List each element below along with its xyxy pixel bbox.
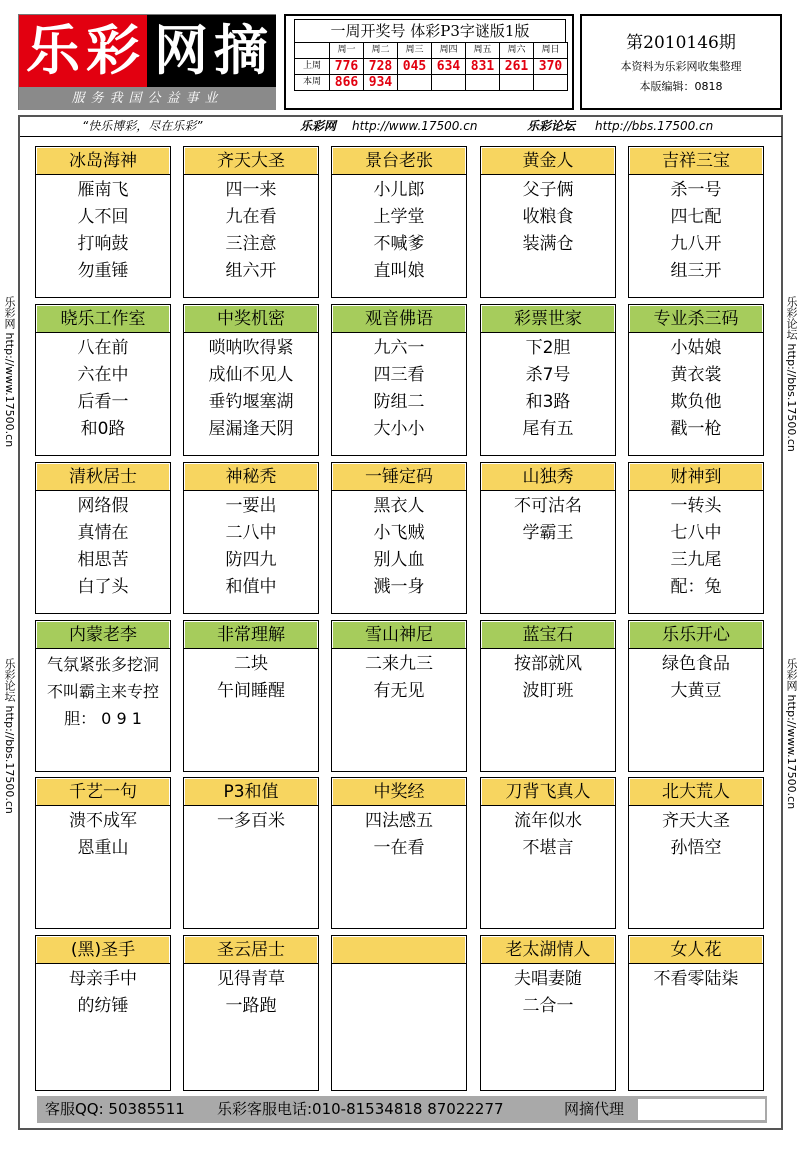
puzzle-card: [480, 304, 616, 456]
card-line: 唢呐吹得紧: [208, 338, 294, 358]
card-line: 波盯班: [522, 681, 574, 701]
card-body: [629, 963, 763, 1091]
agent-label: 网摘代理: [564, 1100, 625, 1118]
card-line: 四三看: [373, 365, 425, 385]
card-line: 组三开: [670, 261, 722, 281]
card-line: 真情在: [77, 523, 129, 543]
card-title: 冰岛海神: [37, 148, 169, 174]
card-title: [333, 937, 465, 963]
card-line: 黄衣裳: [670, 365, 722, 385]
draw-number: [500, 75, 534, 91]
card-line: 一路跑: [225, 996, 277, 1016]
card-body: [36, 963, 170, 1091]
card-body: [36, 805, 170, 929]
card-title: 圣云居士: [185, 937, 317, 963]
card-line: 防组二: [373, 392, 425, 412]
card-line: 二来九三: [365, 654, 433, 674]
service-phone: 乐彩客服电话:010-81534818 87022277: [217, 1100, 504, 1118]
card-title: (黑)圣手: [37, 937, 169, 963]
card-title: 蓝宝石: [482, 622, 614, 648]
card-line: 网络假: [77, 496, 129, 516]
card-line: 的纺锤: [77, 996, 129, 1016]
card-body: [332, 805, 466, 929]
draw-number: 831: [466, 59, 500, 75]
day-header: 周日: [534, 43, 568, 59]
card-body: [184, 963, 318, 1091]
puzzle-card: [183, 777, 319, 929]
card-line: 杀7号: [525, 365, 571, 385]
card-body: [184, 648, 318, 772]
puzzle-card: [35, 146, 171, 298]
logo-red-block: [19, 15, 147, 87]
card-title: 专业杀三码: [630, 306, 762, 332]
card-line: 小儿郎: [373, 180, 425, 200]
draw-number: [534, 75, 568, 91]
puzzle-card: [183, 146, 319, 298]
card-body: [332, 174, 466, 298]
card-line: 雁南飞: [77, 180, 129, 200]
side-text-left-bottom: 乐彩论坛 http://bbs.17500.cn: [3, 658, 16, 814]
card-line: 不可沽名: [514, 496, 582, 516]
card-line: 溅一身: [373, 577, 425, 597]
card-title: 黄金人: [482, 148, 614, 174]
card-body: [184, 805, 318, 929]
card-body: [629, 805, 763, 929]
card-body: [481, 648, 615, 772]
puzzle-card: [331, 146, 467, 298]
card-line: 午间睡醒: [217, 681, 285, 701]
period-title: 第2010146期: [626, 33, 736, 53]
draw-results-table: [294, 42, 568, 91]
card-line: 溃不成军: [69, 811, 137, 831]
logo-black-block: [147, 15, 276, 87]
card-line: 黑衣人: [373, 496, 425, 516]
puzzle-card: [183, 935, 319, 1091]
agent-field: [638, 1099, 765, 1120]
logo: [18, 14, 276, 110]
card-line: 一要出: [225, 496, 277, 516]
puzzle-card: [628, 304, 764, 456]
card-line: 屋漏逢天阴: [208, 419, 294, 439]
card-line: 别人血: [373, 550, 425, 570]
puzzle-card: [35, 935, 171, 1091]
card-title: 中奖经: [333, 779, 465, 805]
puzzle-card: [628, 462, 764, 614]
puzzle-card: [35, 462, 171, 614]
draw-number: 370: [534, 59, 568, 75]
card-body: [481, 174, 615, 298]
draw-row-this-week: [295, 75, 568, 91]
draw-results-panel: [284, 14, 574, 110]
card-title: 刀背飞真人: [482, 779, 614, 805]
day-header: 周二: [364, 43, 398, 59]
card-line: 七八中: [670, 523, 722, 543]
card-line: 一在看: [373, 838, 425, 858]
puzzle-card: [331, 304, 467, 456]
draw-number: [398, 75, 432, 91]
card-line: 流年似水: [514, 811, 582, 831]
logo-char-1: 乐: [26, 19, 80, 82]
card-line: 绿色食品: [662, 654, 730, 674]
card-line: 大黄豆: [670, 681, 722, 701]
card-line: 白了头: [77, 577, 129, 597]
puzzle-card: [480, 146, 616, 298]
card-line: 学霸王: [522, 523, 574, 543]
puzzle-card: [331, 462, 467, 614]
card-title: P3和值: [185, 779, 317, 805]
card-line: 一多百米: [217, 811, 285, 831]
card-body: [629, 332, 763, 456]
side-text-left-top: 乐彩网 http://www.17500.cn: [3, 296, 16, 448]
card-line: 不看零陆柒: [653, 969, 739, 989]
card-title: 女人花: [630, 937, 762, 963]
card-line: 四法感五: [365, 811, 433, 831]
puzzle-card: [183, 304, 319, 456]
card-title: 中奖机密: [185, 306, 317, 332]
card-title: 北大荒人: [630, 779, 762, 805]
row-label: 上周: [295, 59, 330, 75]
card-line: 母亲手中: [69, 969, 137, 989]
card-line: 九在看: [225, 207, 277, 227]
card-body: [184, 490, 318, 614]
card-title: 一锤定码: [333, 464, 465, 490]
puzzle-card: [628, 146, 764, 298]
card-line: 一转头: [670, 496, 722, 516]
card-title: 齐天大圣: [185, 148, 317, 174]
card-line: 齐天大圣: [662, 811, 730, 831]
card-line: 四一来: [225, 180, 277, 200]
draw-results-title: 一周开奖号 体彩P3字谜版1版: [294, 19, 566, 43]
card-body: [36, 490, 170, 614]
card-line: 收粮食: [522, 207, 574, 227]
editor-note: 本版编辑：0818: [639, 80, 723, 93]
card-line: 父子俩: [522, 180, 574, 200]
card-title: 千艺一句: [37, 779, 169, 805]
card-line: 二块: [234, 654, 268, 674]
card-line: 见得青草: [217, 969, 285, 989]
puzzle-card: [480, 777, 616, 929]
draw-number: 776: [330, 59, 364, 75]
card-body: [481, 332, 615, 456]
day-header: 周四: [432, 43, 466, 59]
card-line: 小飞贼: [373, 523, 425, 543]
card-line: 和值中: [225, 577, 277, 597]
card-title: 彩票世家: [482, 306, 614, 332]
puzzle-card: [480, 935, 616, 1091]
puzzle-card: [628, 620, 764, 772]
puzzle-card: [480, 462, 616, 614]
card-line: 垂钓堰塞湖: [208, 392, 294, 412]
card-line: 下2胆: [525, 338, 571, 358]
site-name: 乐彩网: [300, 119, 337, 133]
card-line: 九八开: [670, 234, 722, 254]
period-panel: [580, 14, 782, 110]
card-title: 观音佛语: [333, 306, 465, 332]
side-text-right-bottom: 乐彩网 http://www.17500.cn: [785, 658, 798, 810]
period-note: 本资料为乐彩网收集整理: [620, 60, 742, 73]
puzzle-card: [331, 620, 467, 772]
draw-number: [466, 75, 500, 91]
card-title: 清秋居士: [37, 464, 169, 490]
card-title: 老太湖情人: [482, 937, 614, 963]
card-line: 夫唱妻随: [514, 969, 582, 989]
card-line: 二合一: [522, 996, 574, 1016]
card-line: 胆： 0 9 1: [64, 709, 142, 728]
card-line: 八在前: [77, 338, 129, 358]
card-line: 小姑娘: [670, 338, 722, 358]
card-body: [332, 648, 466, 772]
card-line: 有无见: [373, 681, 425, 701]
card-line: 和0路: [80, 419, 126, 439]
card-line: 戳一枪: [670, 419, 722, 439]
card-line: 尾有五: [522, 419, 574, 439]
puzzle-card: [628, 777, 764, 929]
draw-number: 866: [330, 75, 364, 91]
card-title: 景台老张: [333, 148, 465, 174]
day-header: 周一: [330, 43, 364, 59]
card-line: 大小小: [373, 419, 425, 439]
card-body: [36, 332, 170, 456]
card-line: 四七配: [670, 207, 722, 227]
card-body: [184, 174, 318, 298]
card-line: 不堪言: [522, 838, 574, 858]
card-body: [629, 490, 763, 614]
card-body: [481, 805, 615, 929]
day-header: 周六: [500, 43, 534, 59]
day-header: 周五: [466, 43, 500, 59]
card-line: 九六一: [373, 338, 425, 358]
puzzle-card: [628, 935, 764, 1091]
card-title: 非常理解: [185, 622, 317, 648]
forum-link[interactable]: http://bbs.17500.cn: [595, 119, 714, 133]
card-title: 雪山神尼: [333, 622, 465, 648]
card-body: [36, 648, 170, 772]
draw-row-last-week: [295, 59, 568, 75]
card-line: 直叫娘: [373, 261, 425, 281]
card-body: [629, 648, 763, 772]
card-line: 装满仓: [522, 234, 574, 254]
card-body: [481, 963, 615, 1091]
card-line: 欺负他: [670, 392, 722, 412]
card-line: 配：兔: [670, 577, 722, 597]
url-bar: [22, 116, 779, 136]
card-line: 气氛紧张多挖洞: [46, 655, 159, 674]
puzzle-card: [35, 304, 171, 456]
card-body: [629, 174, 763, 298]
logo-slogan: 服务我国公益事业: [19, 87, 276, 110]
card-title: 神秘秃: [185, 464, 317, 490]
card-body: [481, 490, 615, 614]
card-line: 孙悟空: [670, 838, 722, 858]
puzzle-card: [183, 620, 319, 772]
table-corner: [295, 43, 330, 59]
forum-name: 乐彩论坛: [527, 119, 576, 133]
card-line: 成仙不见人: [208, 365, 294, 385]
logo-char-3: 网: [154, 19, 208, 82]
site-link[interactable]: http://www.17500.cn: [352, 119, 478, 133]
card-line: 不叫霸主来专控: [46, 682, 159, 701]
card-line: 不喊爹: [373, 234, 425, 254]
card-line: 六在中: [77, 365, 129, 385]
card-body: [184, 332, 318, 456]
card-line: 三九尾: [670, 550, 722, 570]
card-line: 打响鼓: [77, 234, 129, 254]
puzzle-card: [331, 777, 467, 929]
card-title: 乐乐开心: [630, 622, 762, 648]
card-title: 山独秀: [482, 464, 614, 490]
card-line: 人不回: [77, 207, 129, 227]
card-line: 勿重锤: [77, 261, 129, 281]
draw-number: 261: [500, 59, 534, 75]
card-title: 财神到: [630, 464, 762, 490]
draw-number: [432, 75, 466, 91]
puzzle-card: [480, 620, 616, 772]
card-body: [332, 332, 466, 456]
footer-bar: [37, 1096, 767, 1123]
card-line: 恩重山: [77, 838, 129, 858]
row-label: 本周: [295, 75, 330, 91]
card-line: 二八中: [225, 523, 277, 543]
draw-number: 934: [364, 75, 398, 91]
puzzle-card: [35, 777, 171, 929]
url-divider: [20, 136, 782, 137]
draw-number: 045: [398, 59, 432, 75]
card-title: 吉祥三宝: [630, 148, 762, 174]
card-body: [332, 963, 466, 1091]
day-header: 周三: [398, 43, 432, 59]
draw-number: 728: [364, 59, 398, 75]
draw-days-row: [295, 43, 568, 59]
puzzle-card: [183, 462, 319, 614]
puzzle-card: [35, 620, 171, 772]
logo-char-4: 摘: [214, 19, 268, 82]
url-bar-slogan: “快乐博彩，尽在乐彩”: [82, 119, 203, 133]
card-line: 三注意: [225, 234, 277, 254]
card-line: 和3路: [525, 392, 571, 412]
card-line: 杀一号: [670, 180, 722, 200]
logo-char-2: 彩: [86, 19, 140, 82]
card-line: 防四九: [225, 550, 277, 570]
card-line: 相思苦: [77, 550, 129, 570]
card-title: 晓乐工作室: [37, 306, 169, 332]
puzzle-card: [331, 935, 467, 1091]
card-line: 按部就风: [514, 654, 582, 674]
card-line: 上学堂: [373, 207, 425, 227]
card-body: [332, 490, 466, 614]
card-line: 组六开: [225, 261, 277, 281]
card-title: 内蒙老李: [37, 622, 169, 648]
service-qq: 客服QQ: 50385511: [45, 1100, 185, 1118]
side-text-right-top: 乐彩论坛 http://bbs.17500.cn: [785, 296, 798, 452]
draw-number: 634: [432, 59, 466, 75]
card-line: 后看一: [77, 392, 129, 412]
card-body: [36, 174, 170, 298]
